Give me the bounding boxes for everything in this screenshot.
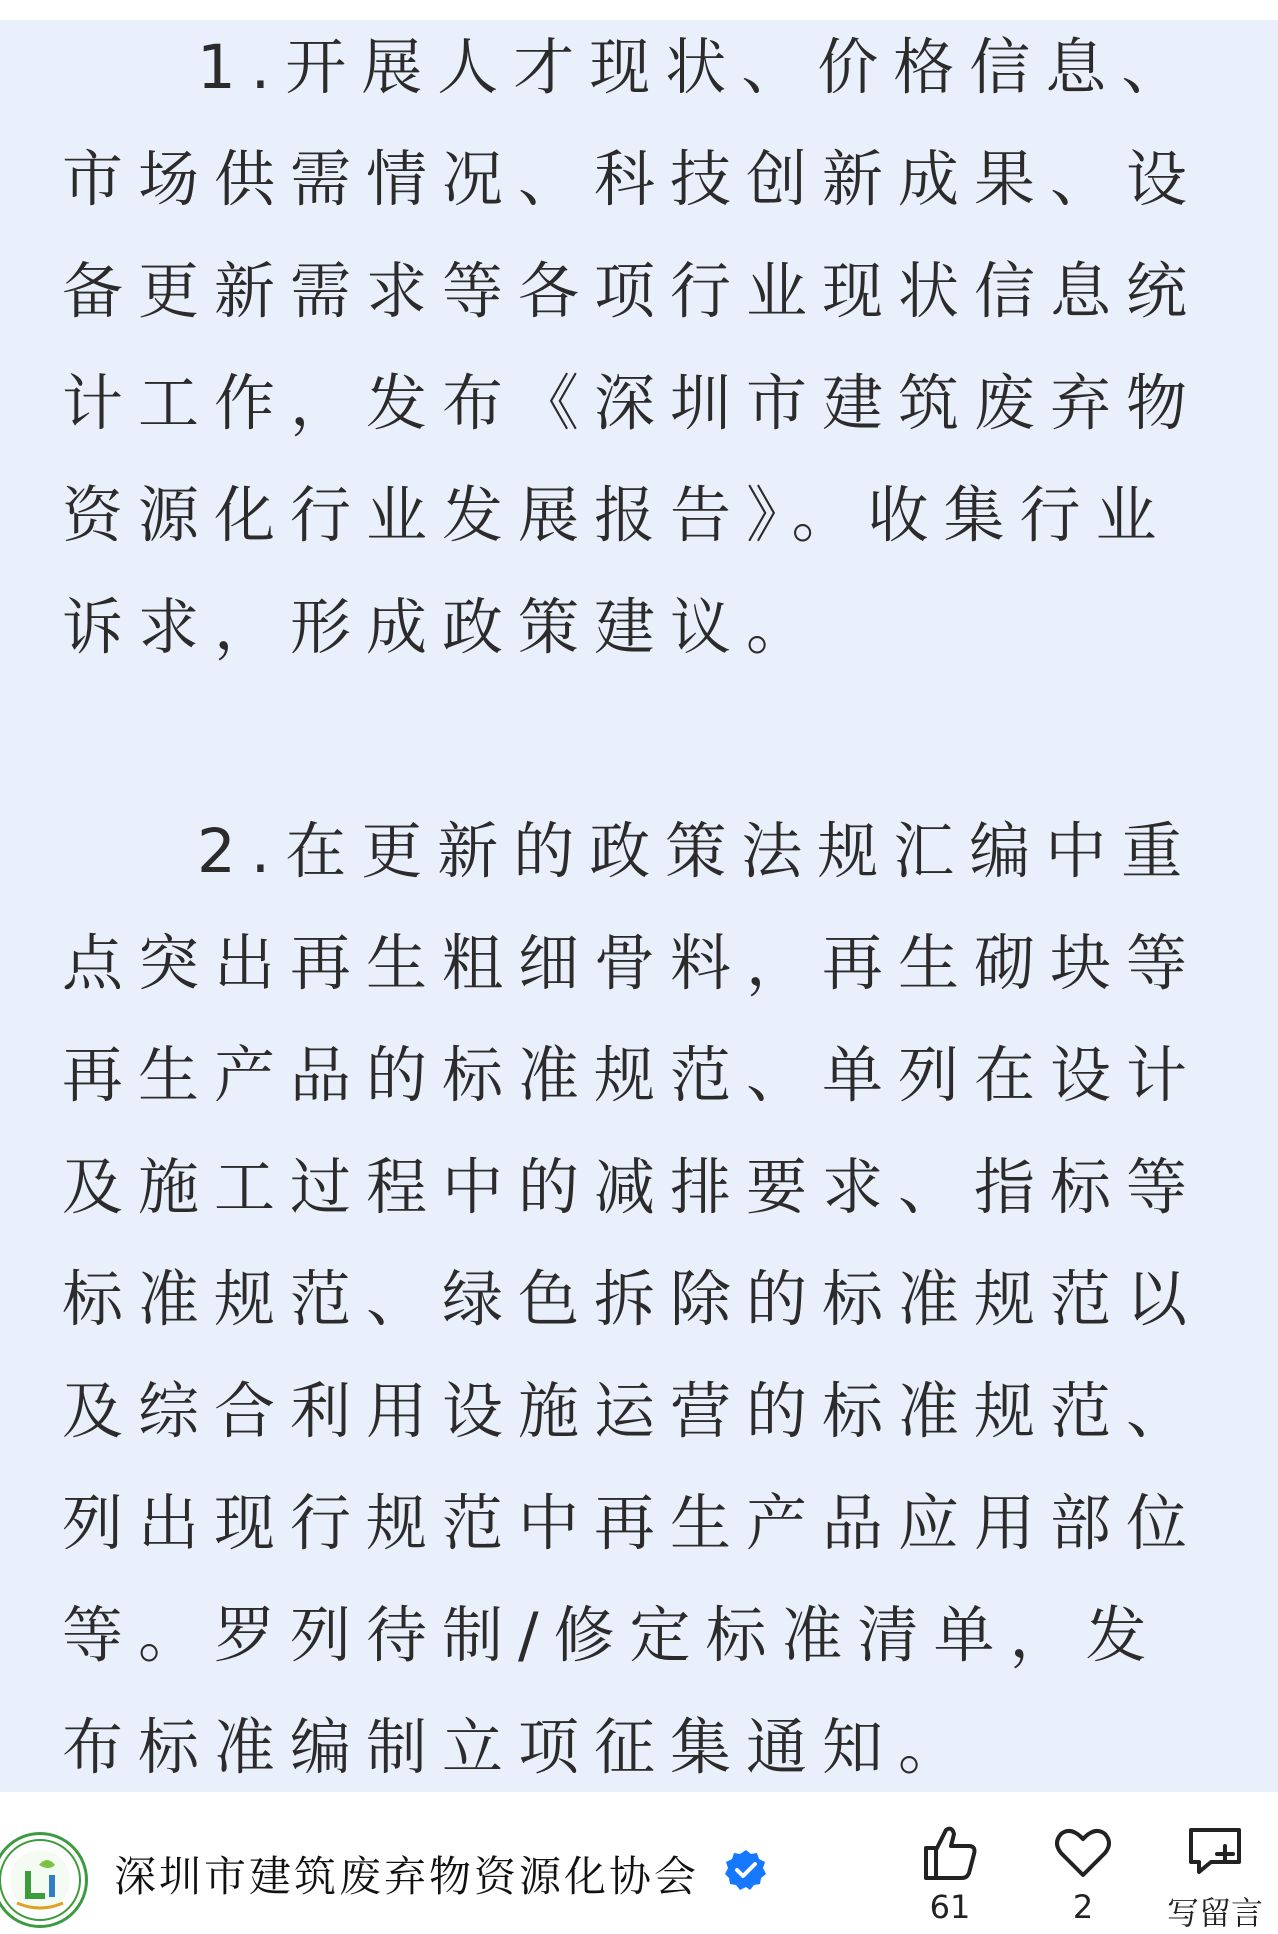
article-paragraph-2 (62, 796, 1202, 1804)
heart-icon (1051, 1820, 1115, 1884)
write-comment-button[interactable] (1160, 1820, 1270, 1934)
account-name[interactable]: 深圳市建筑废弃物资源化协会 (114, 1852, 700, 1901)
account-footer-bar (0, 1792, 1278, 1932)
article-paragraph-1 (62, 12, 1202, 684)
thumbs-up-icon (918, 1820, 982, 1884)
write-comment-label: 写留言 (1166, 1894, 1263, 1932)
comment-add-icon (1183, 1820, 1247, 1884)
paragraph-1-text: 1.开展人才现状、价格信息、市场供需情况、科技创新成果、设备更新需求等各项行业现状信息统计工作，发布《深圳市建筑废弃物资源化行业发展报告》。收集行业诉求，形成政策建议。 (62, 32, 1203, 663)
like-button[interactable] (895, 1820, 1005, 1926)
favorite-button[interactable] (1028, 1820, 1138, 1926)
association-logo-icon[interactable] (0, 1832, 88, 1928)
like-count: 61 (929, 1888, 971, 1926)
favorite-count: 2 (1072, 1888, 1094, 1926)
paragraph-2-text: 2.在更新的政策法规汇编中重点突出再生粗细骨料，再生砌块等再生产品的标准规范、单列在设计及施工过程中的减排要求、指标等标准规范、绿色拆除的标准规范以及综合利用设施运营的标准规范、列出现行规范中再生产品应用部位等。罗列待制/修定标准清单，发布标准编制立项征集通知。 (62, 816, 1203, 1783)
article-content (0, 20, 1278, 1792)
verified-badge-icon (724, 1848, 768, 1892)
